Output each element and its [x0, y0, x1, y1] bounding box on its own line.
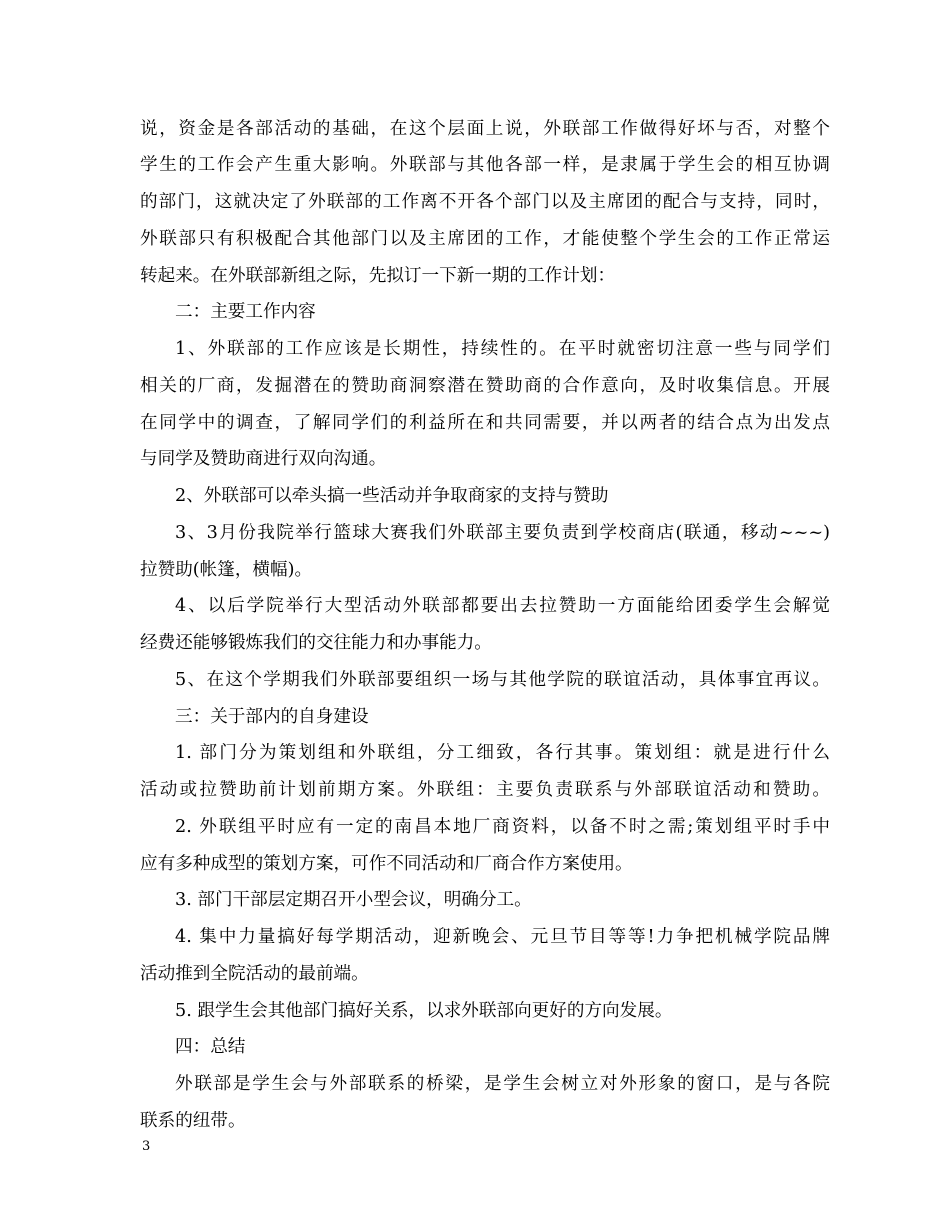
body-line: 1、外联部的工作应该是长期性，持续性的。在平时就密切注意一些与同学们 — [175, 339, 830, 359]
body-line: 说，资金是各部活动的基础，在这个层面上说，外联部工作做得好坏与否，对整个 — [140, 119, 830, 139]
body-line: 与同学及赞助商进行双向沟通。 — [140, 449, 387, 469]
body-line: 活动推到全院活动的最前端。 — [140, 964, 369, 984]
body-line: 3、3月份我院举行篮球大赛我们外联部主要负责到学校商店(联通，移动~~~) — [175, 523, 830, 543]
body-line: 外联部是学生会与外部联系的桥梁，是学生会树立对外形象的窗口，是与各院 — [175, 1074, 830, 1094]
body-line: 活动或拉赞助前计划前期方案。外联组：主要负责联系与外部联谊活动和赞助。 — [140, 780, 830, 800]
body-line: 1. 部门分为策划组和外联组，分工细致，各行其事。策划组：就是进行什么 — [175, 743, 830, 763]
body-line: 转起来。在外联部新组之际，先拟订一下新一期的工作计划： — [140, 266, 616, 286]
body-line: 经费还能够锻炼我们的交往能力和办事能力。 — [140, 633, 492, 653]
body-line: 拉赞助(帐篷，横幅)。 — [140, 560, 313, 580]
body-line: 外联部只有积极配合其他部门以及主席团的工作，才能使整个学生会的工作正常运 — [140, 229, 830, 249]
body-line: 联系的纽带。 — [140, 1111, 246, 1131]
body-line: 4、以后学院举行大型活动外联部都要出去拉赞助一方面能给团委学生会解觉 — [175, 596, 830, 616]
page-number: 3 — [142, 1139, 151, 1154]
body-line: 的部门，这就决定了外联部的工作离不开各个部门以及主席团的配合与支持，同时， — [140, 192, 830, 212]
section-heading: 二：主要工作内容 — [175, 302, 316, 322]
body-line: 4. 集中力量搞好每学期活动，迎新晚会、元旦节目等等!力争把机械学院品牌 — [175, 927, 830, 947]
body-line: 在同学中的调查，了解同学们的利益所在和共同需要，并以两者的结合点为出发点 — [140, 413, 830, 433]
section-heading: 四：总结 — [175, 1037, 246, 1057]
body-line: 2. 外联组平时应有一定的南昌本地厂商资料，以备不时之需;策划组平时手中 — [175, 817, 830, 837]
body-line: 2、外联部可以牵头搞一些活动并争取商家的支持与赞助 — [175, 486, 609, 506]
body-line: 5、在这个学期我们外联部要组织一场与其他学院的联谊活动，具体事宜再议。 — [175, 670, 830, 690]
body-line: 3. 部门干部层定期召开小型会议，明确分工。 — [175, 890, 532, 910]
body-line: 应有多种成型的策划方案，可作不同活动和厂商合作方案使用。 — [140, 854, 633, 874]
body-line: 相关的厂商，发掘潜在的赞助商洞察潜在赞助商的合作意向，及时收集信息。开展 — [140, 376, 830, 396]
section-heading: 三：关于部内的自身建设 — [175, 707, 369, 727]
body-line: 学生的工作会产生重大影响。外联部与其他各部一样，是隶属于学生会的相互协调 — [140, 155, 830, 175]
body-line: 5. 跟学生会其他部门搞好关系，以求外联部向更好的方向发展。 — [175, 1001, 673, 1021]
